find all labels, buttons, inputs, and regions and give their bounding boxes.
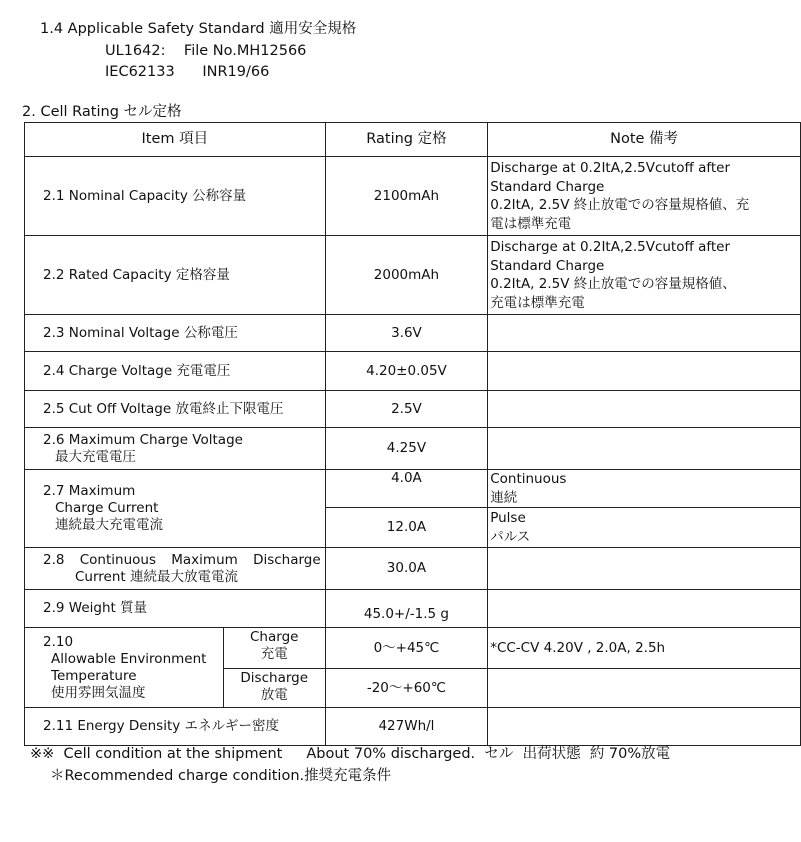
item-max-charge-current: [25, 470, 326, 548]
label-line: 放電: [260, 687, 288, 703]
rating-continuous-charge-current: 4.0A: [325, 470, 488, 508]
note-line: 連続: [490, 489, 518, 506]
label-line: 充電: [260, 646, 288, 662]
table-header-row: [25, 123, 801, 157]
item-word: Maximum: [171, 551, 238, 568]
table-row: [25, 236, 801, 315]
note-charge-condition: *CC-CV 4.20V , 2.0A, 2.5h: [488, 628, 801, 669]
rating-cut-off-voltage: 2.5V: [325, 391, 488, 428]
note-empty: [488, 391, 801, 428]
table-row: [25, 315, 801, 352]
note-line: Discharge at 0.2ItA,2.5Vcutoff after: [490, 239, 731, 255]
item-line: 2.7 Maximum: [43, 483, 136, 499]
rating-max-charge-voltage: 4.25V: [325, 428, 488, 470]
note-continuous: [488, 470, 801, 508]
rating-max-discharge-current: 30.0A: [325, 548, 488, 590]
item-charge-voltage: 2.4 Charge Voltage 充電電圧: [25, 352, 326, 391]
note-line: 0.2ItA, 2.5V 終止放電での容量規格値、充: [490, 197, 750, 213]
item-line: 2.10: [43, 633, 74, 650]
item-max-discharge-current: [25, 548, 326, 590]
note-empty: [488, 352, 801, 391]
note-line: パルス: [490, 528, 531, 545]
table-row: [25, 157, 801, 236]
note-pulse: [488, 508, 801, 548]
label-line: Discharge: [240, 670, 309, 686]
rating-rated-capacity: 2000mAh: [325, 236, 488, 315]
note-line: Standard Charge: [490, 178, 605, 195]
rating-discharge-temp: -20～+60℃: [325, 669, 488, 708]
note-line: 0.2ItA, 2.5V 終止放電での容量規格値、: [490, 276, 736, 292]
item-rated-capacity: 2.2 Rated Capacity 定格容量: [25, 236, 326, 315]
iec-standard-line: IEC62133 INR19/66: [105, 64, 270, 80]
ul-standard-line: UL1642: File No.MH12566: [105, 43, 307, 59]
note-line: Continuous: [490, 471, 567, 487]
item-word: 2.8: [43, 551, 65, 568]
note-rated-capacity: [488, 236, 801, 315]
item-energy-density: 2.11 Energy Density エネルギー密度: [25, 708, 326, 746]
item-nominal-capacity: 2.1 Nominal Capacity 公称容量: [25, 157, 326, 236]
rating-weight: 45.0+/-1.5 g: [325, 590, 488, 628]
footnote-shipment-value: About 70% discharged. セル 出荷状態 約 70%放電: [306, 746, 671, 762]
note-line: 充電は標準充電: [490, 294, 585, 311]
item-line: Temperature: [51, 667, 137, 684]
footnote-shipment-label: ※※ Cell condition at the shipment: [30, 746, 283, 762]
item-nominal-voltage: 2.3 Nominal Voltage 公称電圧: [25, 315, 326, 352]
item-line: Charge Current: [55, 500, 159, 516]
rating-charge-voltage: 4.20±0.05V: [325, 352, 488, 391]
note-empty: [488, 315, 801, 352]
cell-rating-table: [24, 122, 801, 746]
table-row: [25, 590, 801, 628]
section-2-title: 2. Cell Rating セル定格: [22, 104, 182, 120]
item-line: 最大充電電圧: [55, 448, 136, 465]
note-empty: [488, 428, 801, 470]
note-empty: [488, 708, 801, 746]
item-line: Current 連続最大放電電流: [75, 568, 238, 585]
item-weight: 2.9 Weight 質量: [25, 590, 326, 628]
header-rating: Rating 定格: [325, 123, 488, 157]
item-line: 連続最大充電電流: [55, 517, 163, 533]
label-line: Charge: [250, 629, 299, 645]
rating-pulse-charge-current: 12.0A: [325, 508, 488, 548]
table-row: [25, 548, 801, 590]
table-row: [25, 470, 801, 508]
item-line: [43, 552, 321, 569]
note-line: 電は標準充電: [490, 215, 572, 232]
note-nominal-capacity: [488, 157, 801, 236]
table-row: [25, 428, 801, 470]
charge-condition-label: [223, 628, 325, 669]
note-empty: [488, 590, 801, 628]
note-line: Pulse: [490, 510, 526, 526]
header-note: Note 備考: [488, 123, 801, 157]
discharge-condition-label: [223, 669, 325, 708]
item-cut-off-voltage: 2.5 Cut Off Voltage 放電終止下限電圧: [25, 391, 326, 428]
table-row: [25, 352, 801, 391]
item-environment-temp: [25, 628, 224, 708]
rating-energy-density: 427Wh/l: [325, 708, 488, 746]
footnote-charge-condition: ＊Recommended charge condition.推奨充電条件: [50, 768, 392, 784]
header-item: Item 項目: [25, 123, 326, 157]
item-word: Discharge: [253, 551, 321, 568]
item-line: 2.6 Maximum Charge Voltage: [43, 431, 243, 448]
rating-charge-temp: 0～+45℃: [325, 628, 488, 669]
note-empty: [488, 548, 801, 590]
item-line: Allowable Environment: [51, 650, 207, 667]
note-empty: [488, 669, 801, 708]
item-word: Continuous: [79, 551, 156, 568]
item-line: 使用雰囲気温度: [51, 684, 146, 701]
table-row: [25, 391, 801, 428]
table-row: [25, 628, 801, 669]
section-1-4-title: 1.4 Applicable Safety Standard 適用安全規格: [40, 21, 357, 37]
note-line: Standard Charge: [490, 257, 605, 274]
rating-nominal-voltage: 3.6V: [325, 315, 488, 352]
note-line: Discharge at 0.2ItA,2.5Vcutoff after: [490, 160, 731, 176]
footnote-shipment: [30, 745, 670, 763]
rating-nominal-capacity: 2100mAh: [325, 157, 488, 236]
item-max-charge-voltage: [25, 428, 326, 470]
table-row: [25, 708, 801, 746]
